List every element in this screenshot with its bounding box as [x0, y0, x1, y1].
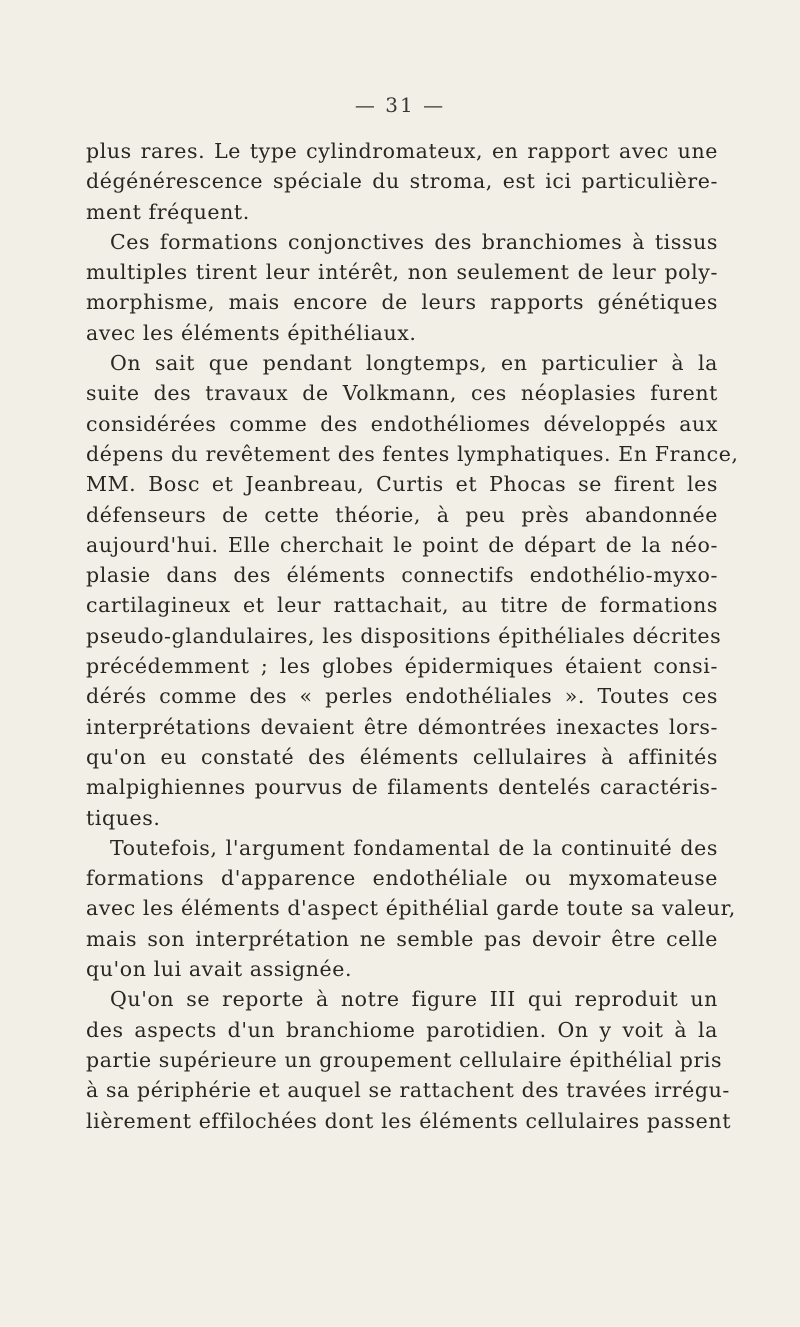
text-line: qu'on lui avait assignée. — [86, 957, 353, 982]
text-line: avec les éléments d'aspect épithélial garde toute sa valeur, — [86, 896, 736, 921]
text-line: formations d'apparence endothéliale ou myxomateuse — [86, 866, 718, 891]
text-line: lièrement effilochées dont les éléments cellulaires passent — [86, 1108, 732, 1133]
text-line: tiques. — [86, 805, 161, 830]
text-line: plasie dans des éléments connectifs endothélio-myxo- — [86, 563, 718, 588]
text-line: morphisme, mais encore de leurs rapports génétiques — [86, 290, 718, 315]
text-line: mais son interprétation ne semble pas devoir être celle — [86, 926, 718, 951]
text-line: plus rares. Le type cylindromateux, en rapport avec une — [86, 139, 718, 163]
text-line: pseudo-glandulaires, les dispositions épithéliales décrites — [86, 623, 722, 648]
text-line: dépens du revêtement des fentes lymphatiques. En France, — [86, 441, 739, 466]
text-line: interprétations devaient être démontrées inexactes lors- — [86, 714, 718, 739]
text-line: multiples tirent leur intérêt, non seulement de leur poly- — [86, 260, 718, 285]
text-line: Ces formations conjonctives des branchiomes à tissus — [110, 229, 718, 254]
text-line: Toutefois, l'argument fondamental de la continuité des — [110, 835, 718, 860]
text-line: suite des travaux de Volkmann, ces néoplasies furent — [86, 381, 718, 406]
text-line: partie supérieure un groupement cellulaire épithélial pris — [86, 1047, 723, 1072]
text-line: cartilagineux et leur rattachait, au titre de formations — [86, 593, 718, 618]
page-number: — 31 — — [354, 93, 446, 117]
text-line: On sait que pendant longtemps, en particulier à la — [110, 351, 718, 376]
text-line: dérés comme des « perles endothéliales ». Toutes ces — [86, 684, 718, 709]
text-line: MM. Bosc et Jeanbreau, Curtis et Phocas se firent les — [86, 472, 718, 497]
text-line: avec les éléments épithéliaux. — [86, 320, 417, 345]
text-line: précédemment ; les globes épidermiques étaient consi- — [86, 654, 718, 679]
body-text — [86, 136, 739, 1136]
text-line: défenseurs de cette théorie, à peu près abandonnée — [86, 502, 718, 527]
text-line: malpighiennes pourvus de filaments dentelés caractéris- — [86, 775, 718, 800]
text-line: Qu'on se reporte à notre figure III qui reproduit un — [110, 987, 718, 1012]
text-line: ment fréquent. — [86, 199, 250, 224]
text-line: considérées comme des endothéliomes développés aux — [86, 411, 718, 436]
text-line: aujourd'hui. Elle cherchait le point de départ de la néo- — [86, 532, 718, 557]
text-line: qu'on eu constaté des éléments cellulaires à affinités — [86, 744, 718, 769]
text-line: dégénérescence spéciale du stroma, est ici particulière- — [86, 169, 718, 194]
text-line: à sa périphérie et auquel se rattachent des travées irrégu- — [86, 1078, 730, 1103]
text-line: des aspects d'un branchiome parotidien. On y voit à la — [86, 1017, 718, 1042]
